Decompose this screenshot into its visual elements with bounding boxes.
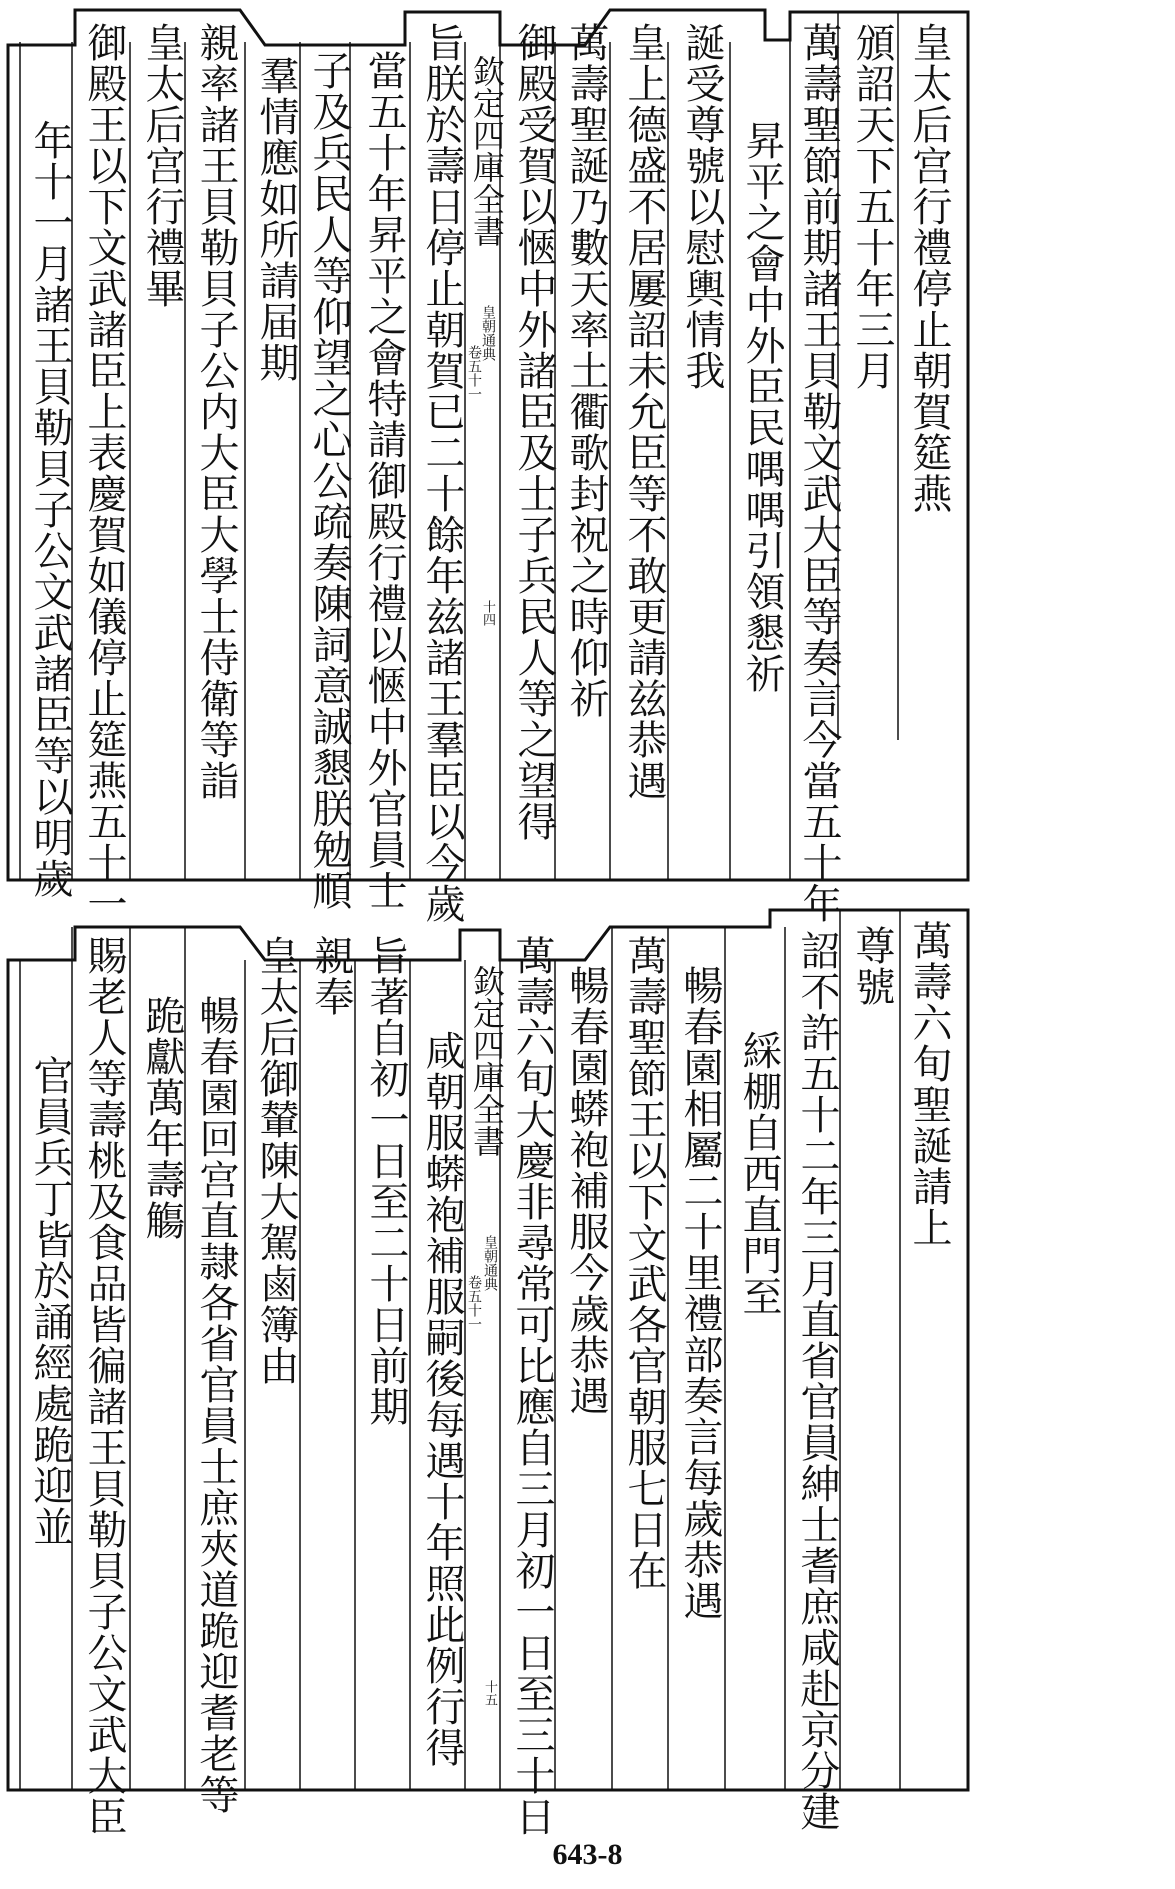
text-column: 當五十年昇平之會特請御殿行禮以愜中外官員士 — [361, 50, 407, 911]
text-column: 萬壽聖節王以下文武各官朝服七日在 — [621, 935, 667, 1591]
text-column: 旨著自初一日至二十日前期 — [363, 935, 409, 1427]
text-column: 萬壽六旬大慶非尋常可比應自三月初一日至三十日 — [509, 935, 555, 1837]
text-column: 萬壽聖節前期諸王貝勒文武大臣等奏言今當五十年 — [796, 22, 842, 924]
text-column: 親率諸王貝勒貝子公内大臣大學士侍衛等詣 — [193, 22, 239, 801]
text-column: 御殿受賀以愜中外諸臣及士子兵民人等之望得 — [511, 22, 557, 842]
text-column: 綵棚自西直門至 — [736, 1030, 782, 1317]
text-column: 暢春園回宫直隷各省官員士庶夾道跪迎耆老等 — [193, 995, 239, 1815]
text-column: 皇上德盛不居屢詔未允臣等不敢更請兹恭遇 — [621, 22, 667, 801]
text-column: 旨朕於壽日停止朝賀已二十餘年兹諸王羣臣以今歲 — [419, 22, 465, 924]
bottom-page — [0, 905, 1175, 1835]
text-column: 皇太后宫行禮畢 — [139, 22, 185, 309]
text-column: 萬壽六旬聖誕請上 — [906, 920, 952, 1248]
side-volume: 卷五十一 — [466, 345, 482, 401]
top-page — [0, 0, 1175, 924]
text-column: 御殿王以下文武諸臣上表慶賀如儀停止筵燕五十一 — [81, 22, 127, 924]
text-column: 年十一月諸王貝勒貝子公文武諸臣等以明歲 — [27, 120, 73, 899]
book-title: 欽定四庫全書 — [468, 965, 506, 1157]
text-column: 詔不許五十二年三月直省官員紳士耆庶咸赴京分建 — [794, 930, 840, 1832]
text-column: 頒詔天下五十年三月 — [849, 22, 895, 391]
book-title: 欽定四庫全書 — [468, 55, 506, 247]
text-column: 子及兵民人等仰望之心公疏奏陳詞意誠懇朕勉順 — [306, 50, 352, 911]
side-volume: 卷五十一 — [466, 1275, 482, 1331]
text-column: 親奉 — [308, 935, 354, 1017]
page-number: 十五 — [482, 1680, 497, 1706]
text-column: 誕受尊號以慰輿情我 — [679, 22, 725, 391]
text-column: 暢春園蟒袍補服今歲恭遇 — [563, 965, 609, 1416]
side-title: 皇朝通典 — [480, 305, 496, 361]
side-title: 皇朝通典 — [482, 1235, 498, 1291]
page-footer-number: 643-8 — [552, 1838, 623, 1871]
text-column: 暢春園相屬二十里禮部奏言每歲恭遇 — [677, 965, 723, 1621]
text-column: 咸朝服蟒袍補服嗣後每遇十年照此例行得 — [419, 1030, 465, 1768]
page-number: 十四 — [480, 600, 495, 626]
text-column: 皇太后宫行禮停止朝賀筵燕 — [906, 22, 952, 514]
text-column: 尊號 — [849, 925, 895, 1007]
text-column: 官員兵丁皆於誦經處跪迎並 — [27, 1055, 73, 1547]
text-column: 皇太后御輦陳大駕鹵簿由 — [253, 935, 299, 1386]
text-column: 賜老人等壽桃及食品皆徧諸王貝勒貝子公文武大臣 — [81, 935, 127, 1837]
text-column: 羣情應如所請届期 — [253, 55, 299, 383]
text-column: 跪獻萬年壽觴 — [139, 995, 185, 1241]
text-column: 昇平之會中外臣民喁喁引領懇祈 — [739, 120, 785, 694]
text-column: 萬壽聖誕乃數天率土衢歌封祝之時仰祈 — [563, 22, 609, 719]
